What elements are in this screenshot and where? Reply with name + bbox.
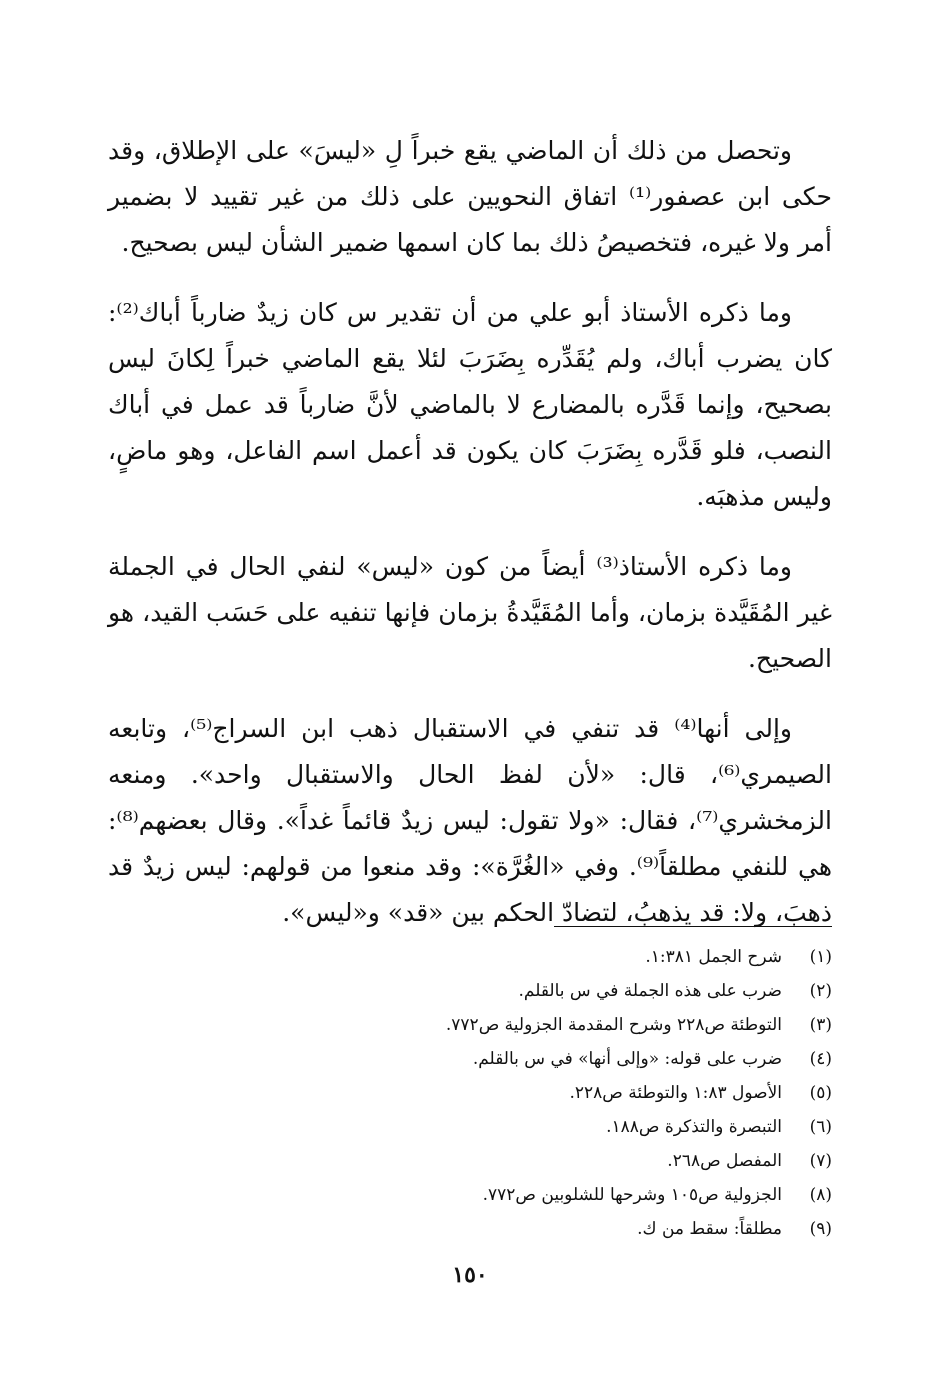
footnote-6: [108, 1110, 832, 1144]
footnote-divider: [554, 926, 832, 927]
footnote-number: (٤): [809, 1049, 832, 1069]
footnote-8: [108, 1178, 832, 1212]
main-text: [108, 128, 832, 960]
footnote-number: (١): [809, 947, 832, 967]
footnote-number: (٨): [809, 1185, 832, 1205]
paragraph-1: وتحصل من ذلك أن الماضي يقع خبراً لِ «ليسَ» على الإطلاق، وقد حكى ابن عصفور⁽¹⁾ اتفاق النحويين على ذلك من غير تقييد لا بضمير أمر ولا غيره، فتخصيصُ ذلك بما كان اسمها ضمير الشأن ليس بصحيح.: [108, 136, 832, 257]
footnote-text: الأصول ١:٨٣ والتوطئة ص٢٢٨.: [569, 1083, 782, 1103]
footnote-text: شرح الجمل ١:٣٨١.: [645, 947, 782, 967]
page-number: ١٥٠: [452, 1262, 488, 1288]
footnote-1: [108, 940, 832, 974]
footnote-text: ضرب على هذه الجملة في س بالقلم.: [518, 981, 782, 1001]
footnote-text: ضرب على قوله: «وإلى أنها» في س بالقلم.: [472, 1049, 782, 1069]
footnote-text: المفصل ص٢٦٨.: [667, 1151, 782, 1171]
footnote-7: [108, 1144, 832, 1178]
paragraph-2: وما ذكره الأستاذ أبو علي من أن تقدير س كان زيدٌ ضارباً أباك⁽²⁾: كان يضرب أباك، ولم يُقَدِّره بِضَرَبَ لئلا يقع الماضي خبراً لِكانَ ليس بصحيح، وإنما قَدَّره بالمضارع لا بالماضي لأنَّ ضارباً قد عمل في أباك النصب، فلو قَدَّره بِضَرَبَ كان يكون قد أعمل اسم الفاعل، وهو ماضٍ، وليس مذهبَه.: [108, 298, 832, 511]
footnote-number: (٥): [809, 1083, 832, 1103]
footnote-number: (٩): [809, 1219, 832, 1239]
footnote-9: [108, 1212, 832, 1246]
footnote-number: (٦): [809, 1117, 832, 1137]
footnote-4: [108, 1042, 832, 1076]
footnote-text: التوطئة ص٢٢٨ وشرح المقدمة الجزولية ص٧٧٢.: [445, 1015, 782, 1035]
footnotes: [108, 940, 832, 1246]
footnote-text: التبصرة والتذكرة ص١٨٨.: [606, 1117, 782, 1137]
footnote-2: [108, 974, 832, 1008]
paragraph-4: وإلى أنها⁽⁴⁾ قد تنفي في الاستقبال ذهب ابن السراج⁽⁵⁾، وتابعه الصيمري⁽⁶⁾، قال: «لأن لفظ الحال والاستقبال واحد». ومنعه الزمخشري⁽⁷⁾، فقال: «ولا تقول: ليس زيدٌ قائماً غداً». وقال بعضهم⁽⁸⁾: هي للنفي مطلقاً⁽⁹⁾. وفي «الغُرَّة»: وقد منعوا من قولهم: ليس زيدٌ قد ذهبَ، ولا: قد يذهبُ، لتضادّ الحكم بين «قد» و«ليس».: [108, 714, 832, 927]
footnote-text: مطلقاً: سقط من ك.: [637, 1219, 782, 1239]
footnote-text: الجزولية ص١٠٥ وشرحها للشلوبين ص٧٧٢.: [482, 1185, 782, 1205]
paragraph-3: وما ذكره الأستاذ⁽³⁾ أيضاً من كون «ليس» لنفي الحال في الجملة غير المُقَيَّدة بزمان، وأما المُقَيَّدةُ بزمان فإنها تنفيه على حَسَب القيد، هو الصحيح.: [108, 552, 832, 673]
footnote-number: (٢): [809, 981, 832, 1001]
footnote-5: [108, 1076, 832, 1110]
footnote-number: (٣): [809, 1015, 832, 1035]
footnote-number: (٧): [809, 1151, 832, 1171]
footnote-3: [108, 1008, 832, 1042]
